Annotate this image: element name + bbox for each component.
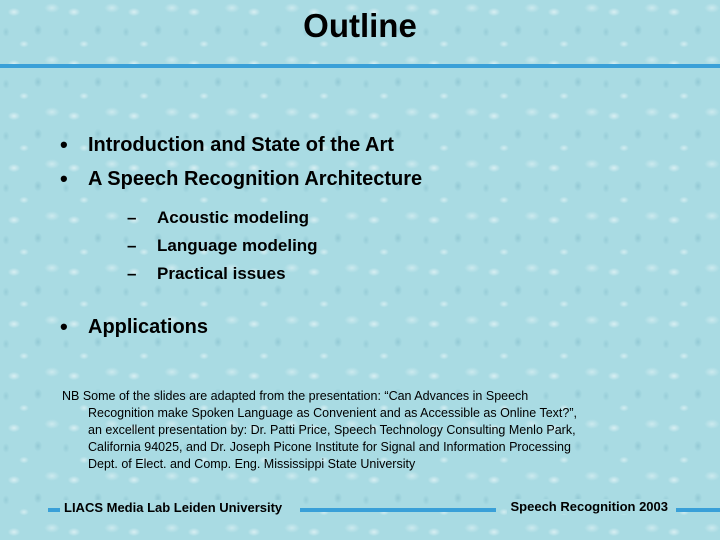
spacer — [88, 288, 422, 310]
note-line: Dept. of Elect. and Comp. Eng. Mississippi State University — [88, 457, 416, 471]
dash-icon: – — [127, 264, 137, 283]
footer-organization-text: LIACS Media Lab Leiden University — [60, 500, 286, 515]
subitem-language-modeling — [127, 232, 422, 260]
footer-organization — [60, 500, 286, 515]
footer-divider-left — [48, 508, 60, 512]
dash-icon: – — [127, 236, 137, 255]
footer-divider-right — [676, 508, 720, 512]
footer-course — [507, 499, 673, 514]
bullet-dot-icon: • — [60, 314, 68, 339]
bullet-text: Introduction and State of the Art — [88, 134, 394, 156]
bullet-text: A Speech Recognition Architecture — [88, 168, 423, 190]
attribution-note — [62, 388, 662, 473]
bullet-applications — [60, 310, 422, 344]
subitem-text: Acoustic modeling — [157, 208, 310, 227]
bullet-dot-icon: • — [60, 166, 68, 191]
bullet-introduction — [60, 128, 422, 162]
bullet-dot-icon: • — [60, 132, 68, 157]
note-line: NB Some of the slides are adapted from the presentation: “Can Advances in Speech — [62, 389, 529, 403]
dash-icon: – — [127, 208, 137, 227]
footer-divider-middle — [300, 508, 496, 512]
bullet-text: Applications — [88, 316, 209, 338]
slide-title: Outline — [303, 7, 417, 44]
note-line: California 94025, and Dr. Joseph Picone Institute for Signal and Information Processing — [88, 440, 571, 454]
subitem-text: Practical issues — [157, 264, 286, 283]
subitem-text: Language modeling — [157, 236, 318, 255]
title-divider — [0, 64, 720, 68]
note-line: Recognition make Spoken Language as Convenient and as Accessible as Online Text?”, — [88, 406, 577, 420]
bullet-architecture — [60, 162, 422, 310]
subitem-acoustic-modeling — [127, 204, 422, 232]
subitem-practical-issues — [127, 260, 422, 288]
outline-list — [60, 128, 422, 344]
architecture-sublist — [88, 204, 422, 288]
footer-course-text: Speech Recognition 2003 — [507, 499, 673, 514]
note-line: an excellent presentation by: Dr. Patti Price, Speech Technology Consulting Menlo Park, — [88, 423, 576, 437]
